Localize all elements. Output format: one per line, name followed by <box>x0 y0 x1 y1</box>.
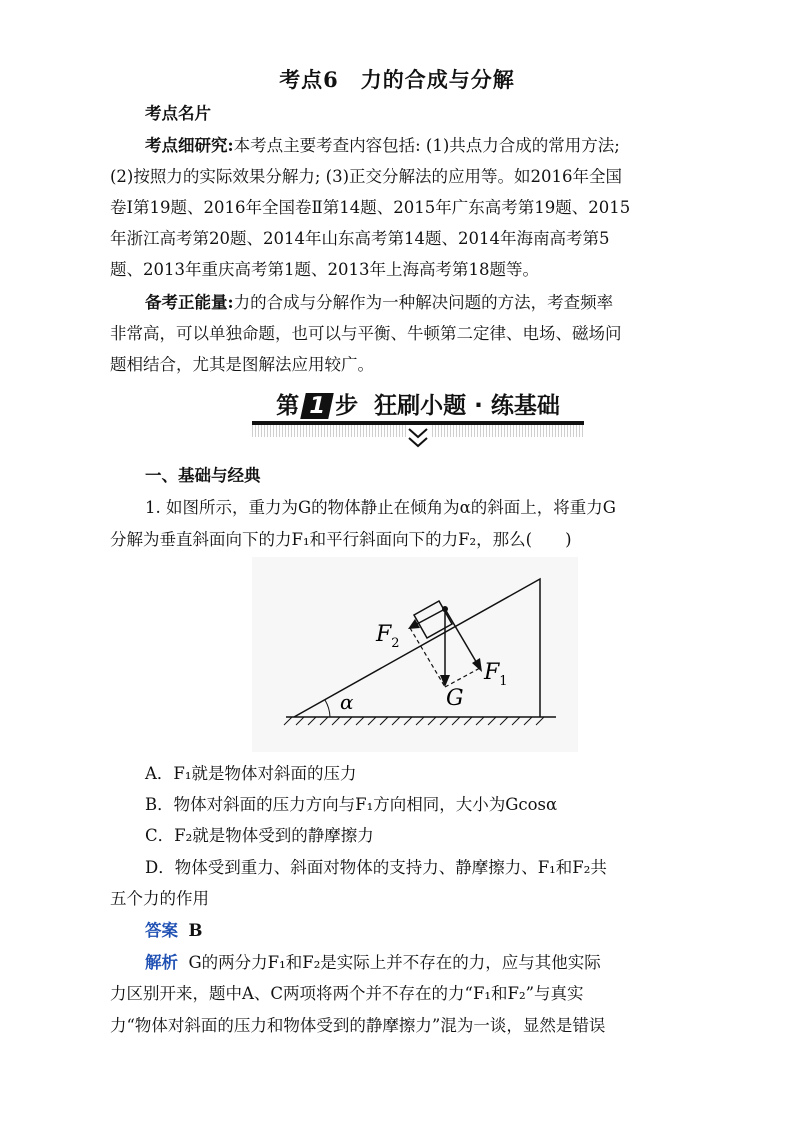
f1-label: $F_1$ <box>484 660 508 689</box>
energy-line-2: 非常高，可以单独命题，也可以与平衡、牛顿第二定律、电场、磁场问 <box>110 324 622 343</box>
answer-label: 答案 <box>145 921 178 940</box>
step-number-badge: 1 <box>300 393 334 419</box>
option-c: C．F₂就是物体受到的静摩擦力 <box>145 826 374 845</box>
option-d: D．物体受到重力、斜面对物体的支持力、静摩擦力、F₁和F₂共 <box>145 858 607 877</box>
analysis-label: 解析 <box>145 953 178 972</box>
chevron-down-icon <box>406 425 430 451</box>
answer-row <box>145 921 685 941</box>
analysis-line-2: 力区别开来，题中A、C两项将两个并不存在的力“F₁和F₂”与真实 <box>110 984 584 1003</box>
option-a: A．F₁就是物体对斜面的压力 <box>145 764 357 783</box>
answer-value: B <box>188 921 203 940</box>
question-line-2: 分解为垂直斜面向下的力F₁和平行斜面向下的力F₂，那么( ) <box>110 530 572 549</box>
alpha-label: α <box>340 690 354 714</box>
research-line-1: 考点细研究:本考点主要考查内容包括: (1)共点力合成的常用方法; <box>145 136 620 155</box>
step-banner <box>252 383 584 453</box>
energy-line-3: 题相结合，尤其是图解法应用较广。 <box>110 355 374 374</box>
page-title: 考点6 力的合成与分解 <box>279 67 515 92</box>
question-line-1: 1. 如图所示，重力为G的物体静止在倾角为α的斜面上，将重力G <box>145 498 616 517</box>
option-b: B．物体对斜面的压力方向与F₁方向相同，大小为Gcosα <box>145 795 558 814</box>
incline-diagram <box>252 557 578 752</box>
research-line-3: 卷Ⅰ第19题、2016年全国卷Ⅱ第14题、2015年广东高考第19题、2015 <box>110 198 631 217</box>
research-label: 考点细研究: <box>145 136 234 155</box>
banner-title: 第 1 步 狂刷小题 · 练基础 <box>276 393 560 419</box>
energy-line-1: 备考正能量:力的合成与分解作为一种解决问题的方法，考查频率 <box>145 293 614 312</box>
energy-label: 备考正能量: <box>145 293 234 312</box>
f2-label: $F_2$ <box>376 622 400 651</box>
section-heading: 一、基础与经典 <box>145 466 261 485</box>
analysis-line-1: 解析 G的两分力F₁和F₂是实际上并不存在的力，应与其他实际 <box>145 953 601 972</box>
research-line-4: 年浙江高考第20题、2014年山东高考第14题、2014年海南高考第5 <box>110 229 610 248</box>
intro-heading: 考点名片 <box>145 104 211 123</box>
research-line-2: (2)按照力的实际效果分解力; (3)正交分解法的应用等。如2016年全国 <box>110 167 623 186</box>
incline-figure <box>252 557 578 752</box>
option-d-continued: 五个力的作用 <box>110 889 209 908</box>
analysis-line-3: 力“物体对斜面的压力和物体受到的静摩擦力”混为一谈，显然是错误 <box>110 1016 606 1035</box>
research-line-5: 题、2013年重庆高考第1题、2013年上海高考第18题等。 <box>110 260 539 279</box>
g-label: G <box>446 686 464 711</box>
